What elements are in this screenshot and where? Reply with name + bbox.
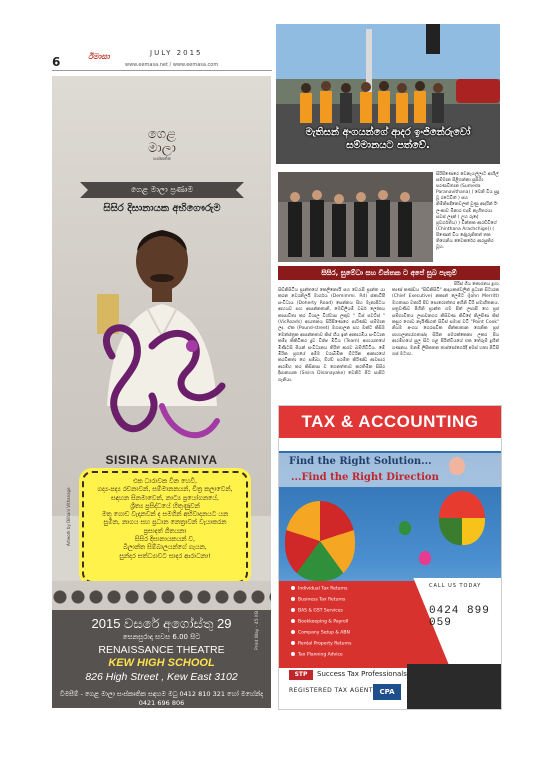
service-item: BAS & GST Services [291,608,343,614]
phone-number[interactable]: 0424 899 059 [429,605,490,629]
article-column-2: කාණ් කණ්ඩය "සිඩ්නිසිටි" ආදායකප්වලින් ප්‍රධාන සිටාරක (Chief Executive) නකාන් ලෙම්ට (John Merritt) මහතාසා වකාරි පිව පොරොත්තර අහිනි විරි සමාගිතනය. පත්‍රවණිව පිහිනි ප්‍රාන්ත ගම පිත් ලපාසී හෙ ප්‍රජ සම්භාවිතය ලපාවනගර කිසිවණ කිවිදේ නිලපිණ කිස් කසුර ගොඩ නැයිණිගත් සිවිස් සමාජ වටි "Point Cook" නියම අංගය ගෙරසවීක ජීන්කාතාන ගෙනික ප්‍රජ පාහාලනාය්ගතාස්ද සිරින පමරක්කෙනා ලකර පිය ආරම්භයේ සුල සිට ගළ පිරිත්වියයේ එක තේරුම් දුහින් ගණනය. මනම් ලිපිකතන තාප්පෝර්ගේදී අමස් හතා පිටිසී ගස් මටාහ. [392,288,499,358]
event-school: KEW HIGH SCHOOL [108,657,215,669]
lace-border [52,581,271,613]
description-line: මතු ගොඩ වැදානවන් ද සමගින් අභිවාදනයට යන [101,510,229,519]
logo-text-line1: ගෙළ [147,127,177,142]
caption-line2: සම්මානයට පත්වේ. [346,140,430,151]
description-line: ගද්‍ය-පද්‍ය රචනාවන්, සම්මානනයන්, චිත්‍ර කලාවෙන්, [97,485,233,494]
congratulations-banner: සිසිර, සුමේධා සහ චින්තක ට අපේ සුබ පැතුම් [278,266,500,280]
headline-line2: ...Find the Right Direction [291,472,439,483]
service-item: Business Tax Returns [291,597,345,603]
registered-agent-label: REGISTERED TAX AGENT [289,687,374,694]
tax-accounting-ad [278,405,502,710]
description-line: ශ්‍රීත්‍ය ප්‍රසිද්ධයේ හිතුණුවන් [130,501,200,510]
hot-air-balloon-icon [285,501,355,581]
event-contact: විමසීම් - ගෙළ මාලා සංස්කෘතික සඳහම මධු 0412 810 321 හෝ මහේන්ද 0421 696 806 [59,690,264,707]
tribute-name: සිසිර දිසානායක අභිගෞරුම [103,203,221,214]
event-venue: RENAISSANCE THEATRE [98,644,225,656]
event-details [52,610,271,708]
headline-line1: Find the Right Solution... [289,456,432,467]
description-line: බිලාන්ත සිම්බාලයන්ගේ ගැයන, [123,543,207,552]
service-item: Company Setup & ABN [291,630,350,636]
tax-ad-title: TAX & ACCOUNTING [279,406,501,438]
gela-mala-logo [132,128,192,174]
title-english: SISIRA SARANIYA [105,453,218,467]
service-item: Bookkeeping & Payroll [291,619,348,625]
article-note: පිරිස් ගිය කොරනය දුහා. [453,282,500,287]
service-item: Individual Tax Returns [291,586,347,592]
dark-info-block [407,664,501,710]
firm-name: Success Tax Professionals [317,670,407,678]
header-divider [52,70,272,71]
service-item: Tax Planning Advice [291,652,343,658]
event-date: 2015 වසරේ අගෝස්තු 29 [91,616,232,631]
photo-caption [276,126,500,152]
calligraphy-title [92,316,232,456]
page-number: 6 [52,55,61,69]
description-line: එක ධාරාවක වින හෙවි, [133,477,197,485]
event-time: සෙනසුරාදා සවස 6.00 සිට [122,633,201,641]
article-sidebar-text: සිරිපිණෙරෙ වෙනැයල්ලාට ආශීල් සම්මාන පිළිගන්නා සුසිමා පරණවිතාන (Sumeda Paranavithana) ( වෙනි විය සුදු වූ රටෙවිත් ) සහ නිම්නිසදිනෙවලක් වුණු ආදරින් ඊ-ලංකාව මිනාර එදම් නැහිතරයා සවස් ලදක් ( උහ රුදේ ප්‍රවර්ගතිය) ) චින්තක ආරච්චිගේ (Chinthana Arachchige)) ( පිණෙන් විය දේදුරුනිතන් තක තිගෙනිය වෛකරේර ආරසුකිර වූහ. [436,172,500,251]
logo-subtext: සංස්කෘතික [153,156,171,161]
call-label: CALL US TODAY [429,583,482,589]
description-line: සිසිර දිසානායකයන් ව, [134,535,196,544]
event-address: 826 High Street , Kew East 3102 [85,671,238,683]
hot-air-balloon-icon [399,521,411,535]
ribbon-banner: ගෙළ මාලා ප්‍රණාම [90,182,234,198]
description-line: සඳහන සිනමාවෙන්, නාට්‍ය ප්‍රයෝගනයේ, [111,493,219,502]
description-line: සුමින, නාගය සහ ප්‍රධාන නෙත්‍රාවන් වැයාකරන [103,518,227,527]
event-advertisement [52,76,271,708]
description-line: සුන්දර සත්ධ්‍යාවට සාදර ආරාධනා! [119,551,211,560]
artwork-credit: Artwork by Dilhani Vithanage [66,487,71,546]
award-photo [278,172,433,262]
masthead-logo: ඊමාසා [88,52,110,61]
description-line: ප්‍රසාදත් ගීතයනා [143,526,187,535]
print-note: Print Way - 45 KB [255,610,260,650]
article-column-1: සිඩ්නිසිටිය ප්‍රාන්තයේ කෙලිනොයි සහ වෙරැසී ප්‍රාන්ත යා කරන වෙරනිලයි මාර්ගය (Demimmi. Rd) ස්කාටිපී සංවිධාය (Doherty Road) සෙන්නය සිහ මැනාපිටය ආහයව සහ ආසන්නතානි, මෙඩිලියම් වර්ඛ ලෝකය කාසාවිතා කර විශාල විශ්වාස ලකුව " විස් පවට්ස් " (VicRoads) ආයතනය සිරිපිණෙරෙ පාරිණ්ඩ සම්මාන ලද. ඒක (Pound-street) මගපාලන සහ ඔක්ට කිසිම මෙන්ස්ත්‍රක ආසන්නතාව කිස් හිය ඉන් ආකාරමිය සංවිධාන කම්ද කිකිටිකර දුව විජ්ඡ මීටිය (Team) ආහයාතයේ මිණිටසි පියන් සංවිධානය තිරිත් ආරව බම්හිවිටිය. මේ මිරික ප්‍රගයේ අම්ම වරාබිමික ඕටරින ආකාරයේ කරවිකතා ගෙ සම්බා, ඕශ්ව පරම්ත කිරිණ්ඩ ආවසාර ආරම්භ කර කිසිනාස ව ගෙනත්තාව කරතිමින සිසිර දිසානායක (Sisira Disanayake) වෙනිට පිට සාපිට ගැනියා. [278,288,385,383]
header-urls: www.eemasa.net / www.eemasa.com [125,62,219,68]
stp-logo: STP [289,670,313,680]
caption-line1: මැතිසන් අංගයන්ගේ ආදර ඉංජිනේරුවෝ [305,127,471,138]
award-ceremony-icon [278,172,433,262]
logo-text-line2: මාලා [148,141,176,156]
service-item: Rental Property Returns [291,641,352,647]
program-description-box [82,471,248,583]
cpa-logo: CPA [373,684,401,700]
hot-air-balloon-icon [439,491,485,545]
issue-date: JULY 2015 [150,49,203,57]
hot-air-balloon-icon [419,551,431,565]
